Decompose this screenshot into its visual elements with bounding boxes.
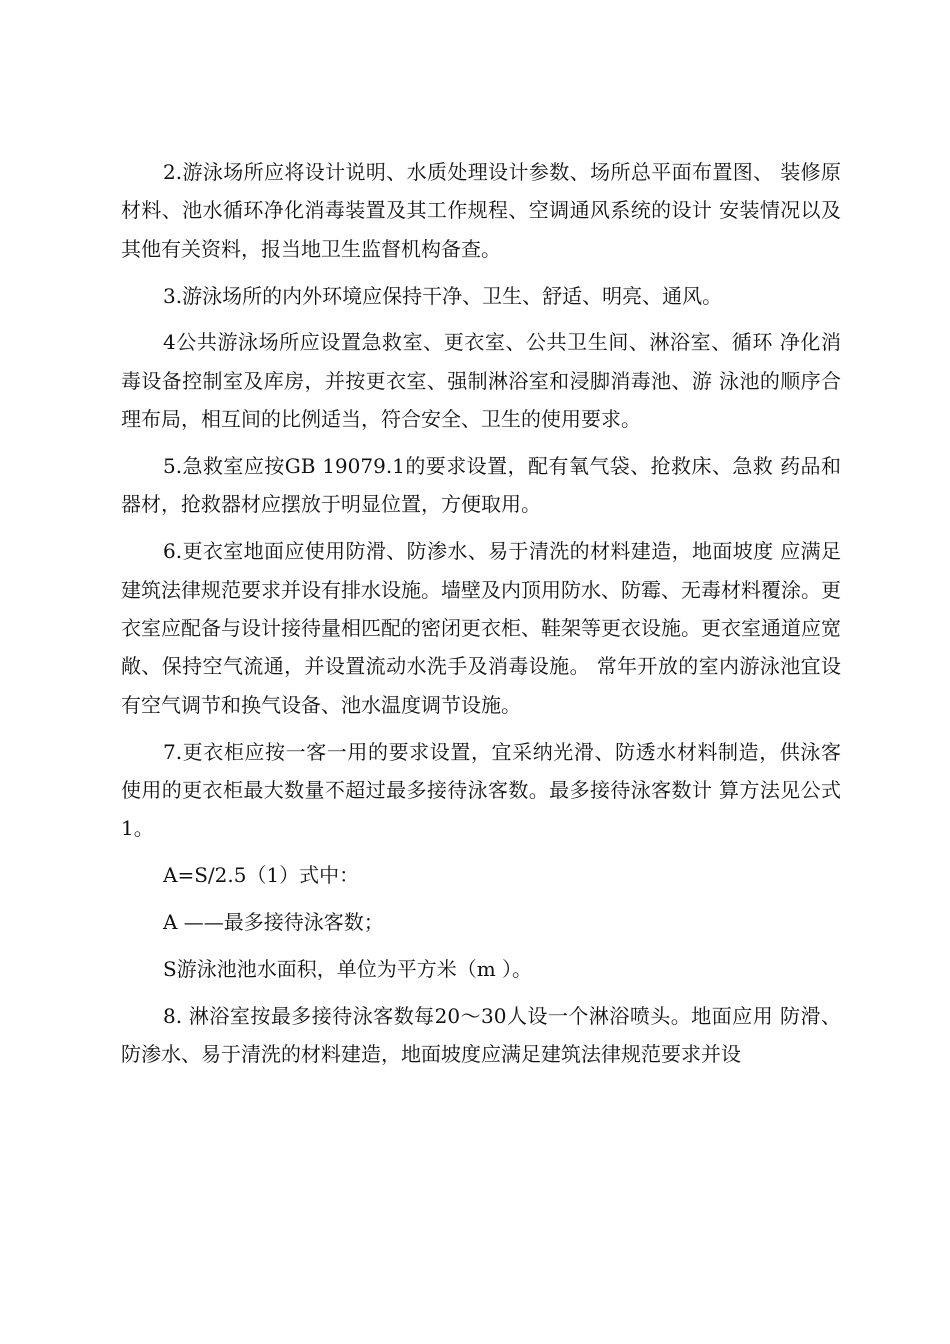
paragraph-3-environment: 3.游泳场所的内外环境应保持干净、卫生、舒适、明亮、通风。 [163, 283, 723, 308]
paragraph-4-facilities-layout: 4公共游泳场所应设置急救室、更衣室、公共卫生间、淋浴室、循环 净化消毒设备控制室及库房，并按更衣室、强制淋浴室和浸脚消毒池、游 泳池的顺序合理布局，相互间的比例适当，符合安全、卫生的使用要求。 [121, 330, 841, 432]
paragraph-5-first-aid-room: 5.急救室应按GB 19079.1的要求设置，配有氧气袋、抢救床、急救 药品和器材，抢救器材应摆放于明显位置，方便取用。 [121, 454, 841, 517]
paragraph-6-changing-room: 6.更衣室地面应使用防滑、防渗水、易于清洗的材料建造，地面坡度 应满足建筑法律规范要求并设有排水设施。墙壁及内顶用防水、防霉、无毒材料覆涂。更衣室应配备与设计接待量相匹配的密闭更衣柜、鞋架等更衣设施。更衣室通道应宽敞、保持空气流通，并设置流动水洗手及消毒设施。 常年开放的室内游泳池宜设有空气调节和换气设备、池水温度调节设施。 [121, 539, 841, 717]
paragraph-7-lockers: 7.更衣柜应按一客一用的要求设置，宜采纳光滑、防透水材料制造，供泳客使用的更衣柜最大数量不超过最多接待泳客数。最多接待泳客数计 算方法见公式1。 [121, 739, 841, 841]
formula-line: A=S/2.5（1）式中： [163, 863, 360, 888]
paragraph-8-shower-room: 8. 淋浴室按最多接待泳客数每20〜30人设一个淋浴喷头。地面应用 防滑、防渗水、易于清洗的材料建造，地面坡度应满足建筑法律规范要求并设 [121, 1003, 841, 1067]
formula-definition-s: S游泳池池水面积，单位为平方米（m ）。 [163, 956, 533, 981]
formula-definition-a: A ——最多接待泳客数； [163, 910, 384, 935]
paragraph-2-design-records: 2.游泳场所应将设计说明、水质处理设计参数、场所总平面布置图、 装修原材料、池水循环净化消毒装置及其工作规程、空调通风系统的设计 安装情况以及其他有关资料，报当地卫生监督机构备查。 [121, 160, 841, 261]
document-body [121, 153, 841, 1082]
